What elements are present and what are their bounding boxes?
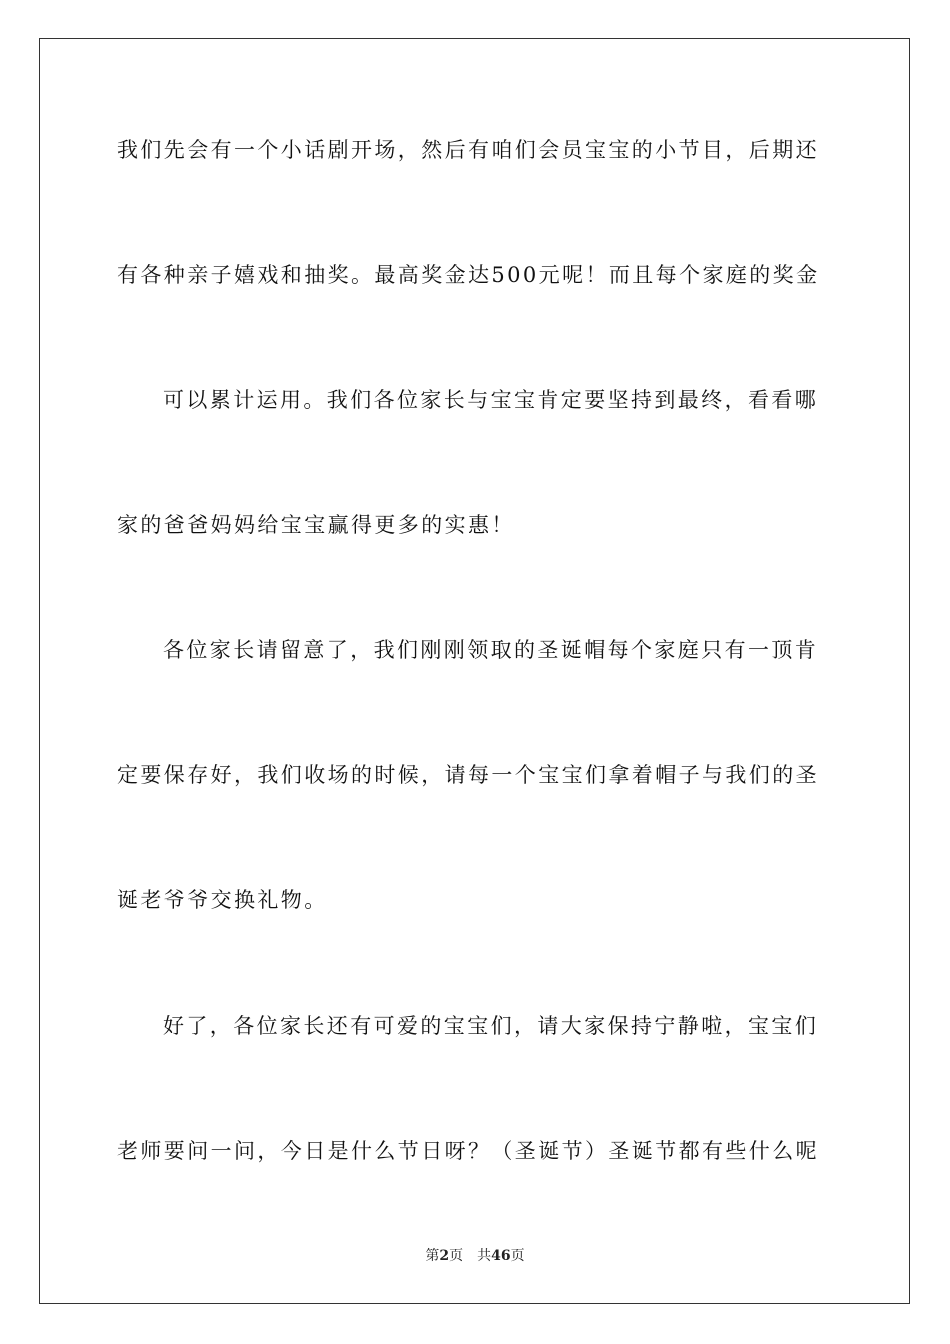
body-text-line-6: 定要保存好，我们收场的时候，请每一个宝宝们拿着帽子与我们的圣 [117,763,819,787]
body-text-line-4: 家的爸爸妈妈给宝宝赢得更多的实惠！ [117,513,515,537]
body-text-line-8: 好了，各位家长还有可爱的宝宝们，请大家保持宁静啦，宝宝们 [163,1014,819,1038]
footer-page-number: 2 [439,1248,450,1264]
body-text-line-2: 有各种亲子嬉戏和抽奖。最高奖金达500元呢！而且每个家庭的奖金 [117,263,820,287]
footer-total-prefix: 共 [477,1248,492,1264]
footer-page-suffix: 页 [449,1248,464,1264]
footer-total-pages: 46 [491,1248,511,1264]
body-text-line-1: 我们先会有一个小话剧开场，然后有咱们会员宝宝的小节目，后期还 [117,138,819,162]
body-text-line-7: 诞老爷爷交换礼物。 [117,888,328,912]
body-text-line-3: 可以累计运用。我们各位家长与宝宝肯定要坚持到最终，看看哪 [163,388,819,412]
page-footer [0,1247,950,1265]
body-text-line-9: 老师要问一问，今日是什么节日呀？（圣诞节）圣诞节都有些什么呢 [117,1139,819,1163]
footer-total-suffix: 页 [510,1248,525,1264]
page-border [39,38,910,1304]
footer-page-prefix: 第 [425,1248,440,1264]
body-text-line-5: 各位家长请留意了，我们刚刚领取的圣诞帽每个家庭只有一顶肯 [163,638,819,662]
